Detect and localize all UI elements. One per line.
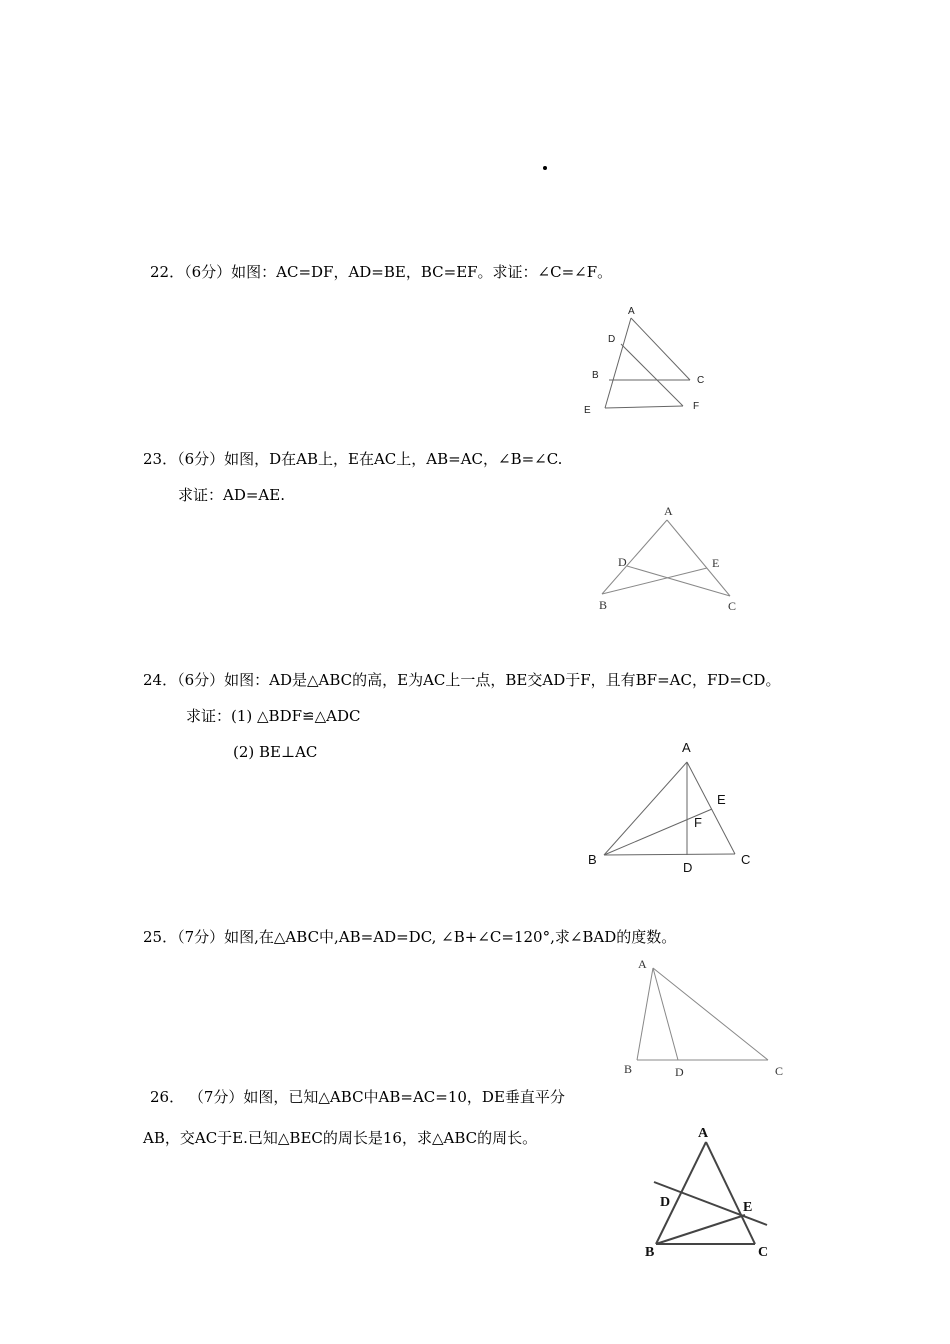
question-24-text: 24．（6分）如图：AD是△ABC的高，E为AC上一点，BE交AD于F，且有BF=AC，FD=CD。 — [143, 671, 781, 689]
question-25-text: 25．（7分）如图,在△ABC中,AB=AD=DC, ∠B+∠C=120°,求∠BAD的度数。 — [143, 928, 677, 946]
figure-25 — [615, 950, 795, 1080]
label-f: F — [693, 401, 700, 412]
question-24-prove-1: 求证：(1) △BDF≌△ADC — [186, 707, 361, 725]
question-23-prove: 求证：AD=AE. — [178, 486, 285, 504]
label-d: D — [608, 334, 616, 345]
label-b: B — [645, 1245, 655, 1260]
label-b: B — [588, 852, 597, 867]
label-a: A — [638, 957, 647, 971]
question-26-text-1: 26． （7分）如图，已知△ABC中AB=AC=10，DE垂直平分 — [150, 1088, 565, 1106]
question-26-text-2: AB，交AC于E.已知△BEC的周长是16，求△ABC的周长。 — [143, 1129, 538, 1147]
question-22-text: 22．（6分）如图：AC=DF，AD=BE，BC=EF。求证：∠C=∠F。 — [150, 263, 613, 281]
label-c: C — [697, 375, 705, 386]
label-a: A — [698, 1126, 709, 1141]
label-b: B — [599, 598, 608, 612]
label-e: E — [717, 792, 726, 807]
label-e: E — [712, 556, 720, 570]
label-b: B — [624, 1062, 633, 1076]
question-24-prove-2: (2) BE⊥AC — [233, 743, 318, 761]
figure-26 — [640, 1120, 780, 1265]
label-b: B — [592, 370, 599, 381]
label-f: F — [694, 815, 702, 830]
label-a: A — [628, 306, 635, 317]
label-a: A — [664, 504, 673, 518]
question-23-text: 23．（6分）如图，D在AB上，E在AC上，AB=AC，∠B=∠C. — [143, 450, 563, 468]
label-d: D — [618, 555, 627, 569]
label-d: D — [660, 1195, 671, 1210]
label-c: C — [741, 852, 751, 867]
label-d: D — [675, 1065, 684, 1079]
figure-23 — [590, 500, 750, 620]
label-c: C — [775, 1064, 784, 1078]
label-c: C — [758, 1245, 769, 1260]
figure-24 — [580, 735, 770, 880]
page-dot — [543, 166, 547, 170]
label-e: E — [584, 405, 591, 416]
label-a: A — [682, 740, 691, 755]
label-d: D — [683, 860, 693, 875]
label-c: C — [728, 599, 737, 613]
figure-22 — [575, 300, 715, 420]
label-e: E — [743, 1200, 753, 1215]
